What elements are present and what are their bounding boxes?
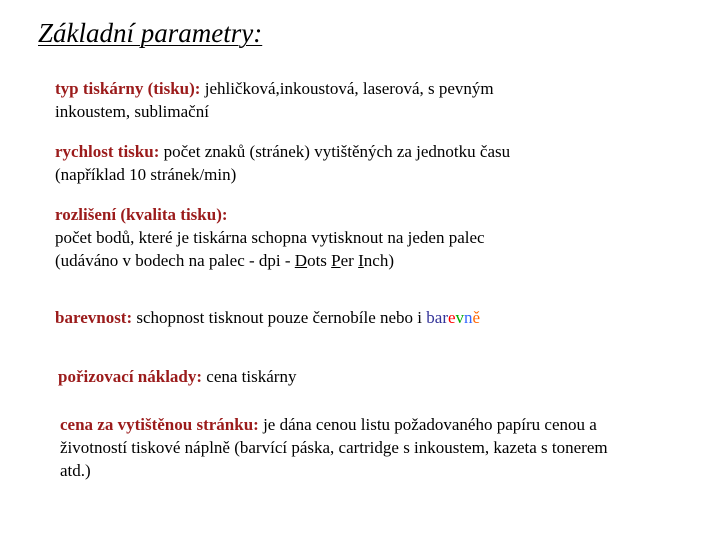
- colorful-letter: n: [464, 308, 473, 327]
- definition-text: schopnost tisknout pouze černobíle nebo i: [132, 308, 427, 327]
- acronym-letter-d: D: [294, 251, 308, 270]
- definition-text: cena tiskárny: [202, 367, 297, 386]
- term-label: barevnost:: [55, 308, 133, 327]
- term-label: rychlost tisku:: [55, 142, 160, 161]
- acronym-letter-i: I: [358, 251, 364, 270]
- colorful-letter: ě: [472, 308, 481, 327]
- definition-text: životností tiskové náplně (barvící páska, cartridge s inkoustem, kazeta s tonerem: [60, 438, 608, 457]
- param-cost-per-page: [60, 413, 608, 482]
- colorful-letter: v: [455, 308, 465, 327]
- acronym-word: nch): [363, 251, 394, 270]
- term-label: pořizovací náklady:: [58, 367, 203, 386]
- term-label: typ tiskárny (tisku):: [55, 79, 201, 98]
- definition-text: atd.): [60, 461, 91, 480]
- definition-text: (například 10 stránek/min): [55, 165, 237, 184]
- colorful-letter: b: [426, 308, 435, 327]
- param-color: [55, 306, 480, 329]
- param-acquisition-cost: [58, 365, 296, 388]
- colorful-letter: e: [448, 308, 456, 327]
- param-printer-type: [55, 77, 494, 123]
- colorful-letter: r: [442, 308, 448, 327]
- acronym-word: ots: [307, 251, 332, 270]
- definition-text: jehličková,inkoustová, laserová, s pevným: [200, 79, 494, 98]
- param-resolution: [55, 203, 485, 272]
- definition-text: počet znaků (stránek) vytištěných za jednotku času: [159, 142, 511, 161]
- acronym-letter-p: P: [331, 251, 341, 270]
- definition-text: (udáváno v bodech na palec - dpi -: [55, 251, 295, 270]
- acronym-word: er: [340, 251, 359, 270]
- page-title: Základní parametry:: [38, 18, 263, 48]
- term-label: cena za vytištěnou stránku:: [60, 415, 259, 434]
- param-print-speed: [55, 140, 510, 186]
- term-label: rozlišení (kvalita tisku):: [55, 205, 228, 224]
- definition-text: je dána cenou listu požadovaného papíru cenou a: [258, 415, 597, 434]
- definition-text: inkoustem, sublimační: [55, 102, 209, 121]
- colorful-letter: a: [434, 308, 443, 327]
- colorful-word: [426, 308, 480, 327]
- definition-text: počet bodů, které je tiskárna schopna vytisknout na jeden palec: [55, 228, 485, 247]
